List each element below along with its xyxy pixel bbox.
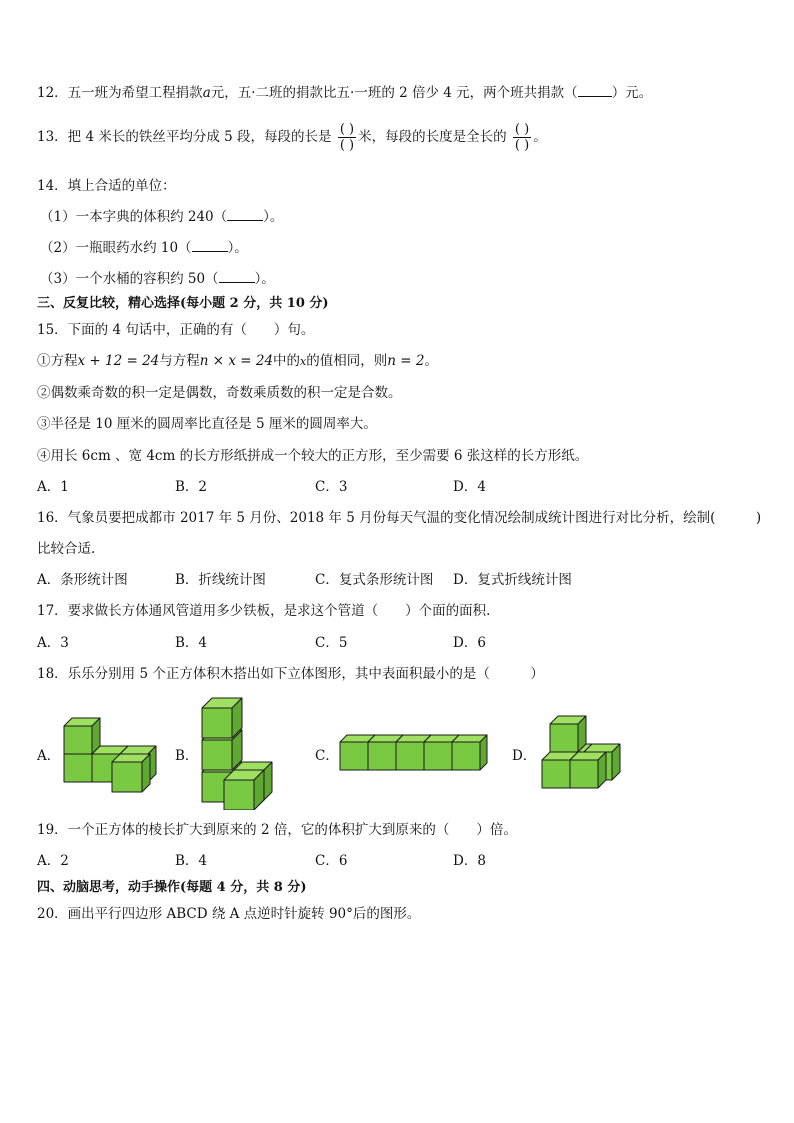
q16-line-1: 16．气象员要把成都市 2017 年 5 月份、2018 年 5 月份每天气温的变化情况绘制成统计图进行对比分析，绘制( ) [37,510,762,526]
q18-figure-c [336,728,500,778]
q12-answer-blank[interactable] [578,82,612,97]
q16-option-d[interactable]: D．复式折线统计图 [453,572,572,588]
q17-option-c[interactable]: C．5 [315,635,348,651]
q15-s1-e: 。 [424,353,438,369]
q18-label-a[interactable]: A． [37,748,61,764]
q13-text-a: 13．把 4 米长的铁丝平均分成 5 段，每段的长是 [37,129,332,145]
q14-item-1-text: （1）一本字典的体积约 240（ [40,209,228,225]
q17-option-a[interactable]: A．3 [37,635,69,651]
q14-item-1-blank[interactable] [227,206,263,221]
q15-s1-b: 与方程 [159,353,200,369]
q12-text-c: ）元。 [611,85,653,101]
q16-option-b[interactable]: B．折线统计图 [175,572,266,588]
q18-figure-d [536,708,622,792]
q15-statement-1 [37,351,438,372]
q19-option-a[interactable]: A．2 [37,853,69,869]
q15-s1-x: x [300,355,307,368]
q13-text-c: 。 [533,129,547,145]
q15-statement-3: ③半径是 10 厘米的圆周率比直径是 5 厘米的圆周率大。 [37,416,377,432]
q15-option-b[interactable]: B．2 [175,479,208,495]
q19-option-b[interactable]: B．4 [175,853,208,869]
q15-s1-c: 中的 [273,353,301,369]
q14-item-3-text: （3）一个水桶的容积约 50（ [40,271,219,287]
q17-option-d[interactable]: D．6 [453,635,486,651]
q14-title: 14．填上合适的单位： [37,178,176,194]
cube-block [550,716,586,752]
q19-title: 19．一个正方体的棱长扩大到原来的 2 倍，它的体积扩大到原来的（ ）倍。 [37,822,517,838]
section-3-heading: 三、反复比较，精心选择(每小题 2 分，共 10 分) [37,296,329,311]
q14-item-1 [40,206,283,227]
q20-text: 20．画出平行四边形 ABCD 绕 A 点逆时针旋转 90°后的图形。 [37,906,421,922]
q14-item-3-blank[interactable] [219,268,255,283]
q16-option-c[interactable]: C．复式条形统计图 [315,572,434,588]
q17-option-b[interactable]: B．4 [175,635,208,651]
q15-option-c[interactable]: C．3 [315,479,348,495]
q15-title: 15．下面的 4 句话中，正确的有（ ）句。 [37,322,315,338]
q18-label-d[interactable]: D． [512,748,537,764]
q12-text-a: 12．五一班为希望工程捐款 [37,85,203,101]
q15-statement-2: ②偶数乘奇数的积一定是偶数，奇数乘质数的积一定是合数。 [37,385,402,401]
q15-s1-equation-1: x + 12 = 24 [77,353,160,369]
cube-block [202,698,242,738]
q13-fraction-2[interactable] [513,122,531,153]
cube-block [64,718,100,754]
q15-s1-a: ①方程 [37,353,78,369]
q13-frac2-numerator: ( ) [514,122,530,137]
cube-block [452,735,487,770]
q14-item-3 [40,268,275,289]
q14-item-2-end: ）。 [227,240,248,256]
q14-item-2-text: （2）一瓶眼药水约 10（ [40,240,192,256]
cube-block [224,770,264,810]
q15-option-a[interactable]: A．1 [37,479,69,495]
q14-item-3-end: ）。 [254,271,275,287]
q14-item-1-end: ）。 [263,209,284,225]
q13-fraction-1[interactable] [338,122,356,153]
q16-option-a[interactable]: A．条形统计图 [37,572,128,588]
q18-label-b[interactable]: B． [175,748,199,764]
q15-s1-d: 的值相同，则 [306,353,388,369]
q18-figure-a [58,710,168,794]
q18-title: 18．乐乐分别用 5 个正方体积木搭出如下立体图形，其中表面积最小的是（ ） [37,666,544,682]
q13-frac1-denominator: ( ) [339,138,355,153]
q18-figure-b [196,692,282,810]
cube-block [112,754,150,792]
q13-frac1-numerator: ( ) [339,122,355,137]
q15-statement-4: ④用长 6cm 、宽 4cm 的长方形纸拼成一个较大的正方形，至少需要 6 张这样的长方形纸。 [37,448,589,464]
cube-block [570,752,606,788]
q19-option-c[interactable]: C．6 [315,853,348,869]
question-13 [37,120,547,154]
q17-title: 17．要求做长方体通风管道用多少铁板，是求这个管道（ ）个面的面积. [37,603,491,619]
q14-item-2 [40,237,248,258]
section-4-heading: 四、动脑思考，动手操作(每题 4 分，共 8 分) [37,880,307,895]
q18-label-c[interactable]: C． [315,748,339,764]
question-12 [37,82,652,103]
q15-s1-equation-2: n × x = 24 [199,353,274,369]
q16-line-2: 比较合适. [37,541,96,557]
q12-var-a: a [202,85,211,101]
q15-s1-equation-3: n = 2 [387,353,425,369]
q19-option-d[interactable]: D．8 [453,853,486,869]
q14-item-2-blank[interactable] [192,237,228,252]
q15-option-d[interactable]: D．4 [453,479,486,495]
q13-frac2-denominator: ( ) [514,138,530,153]
q13-text-b: 米，每段的长度是全长的 [358,129,507,145]
q12-text-b: 元，五·二班的捐款比五·一班的 2 倍少 4 元，两个班共捐款（ [210,85,578,101]
